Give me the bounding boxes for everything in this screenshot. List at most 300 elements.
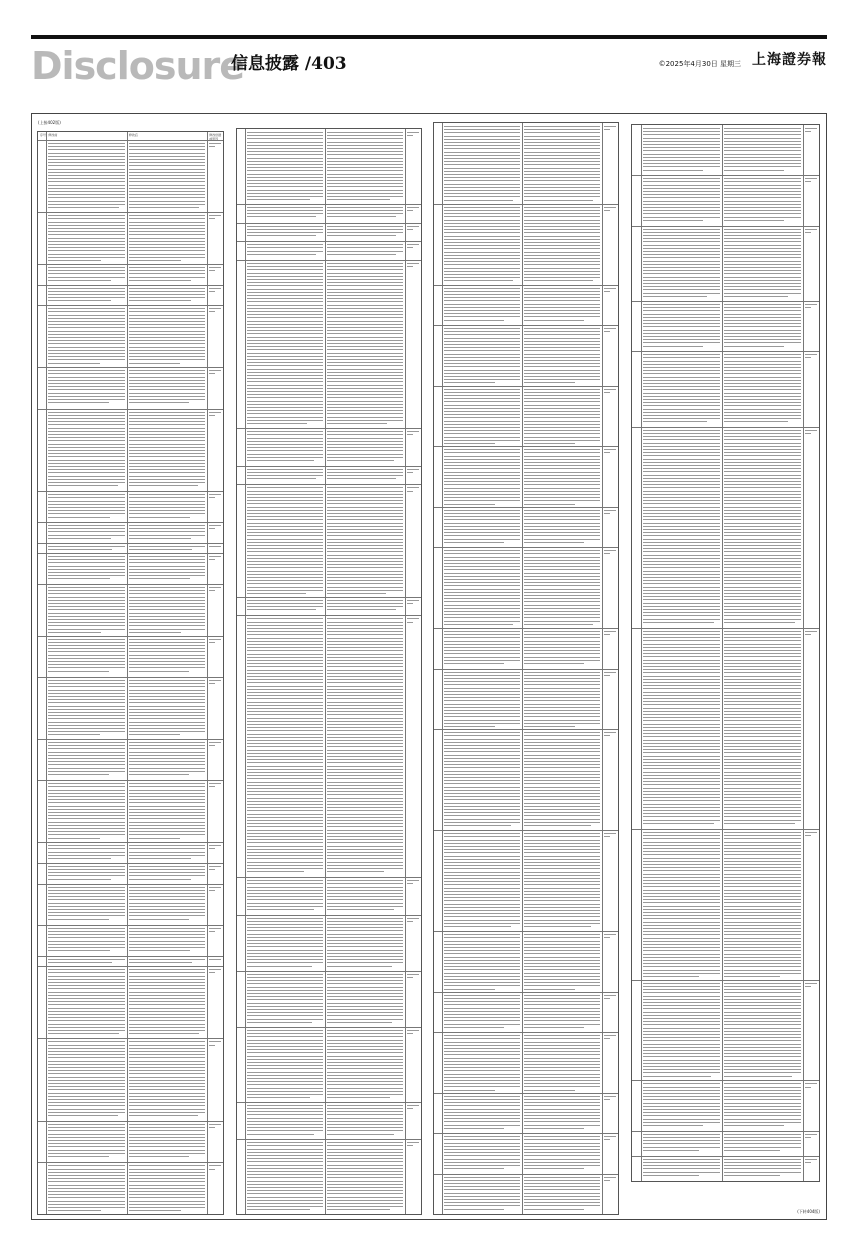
table-cell-text	[442, 1034, 522, 1092]
table-column-2	[236, 128, 422, 1215]
table-cell-text	[405, 879, 423, 913]
table-cell-text	[325, 599, 405, 615]
table-cell-text	[207, 266, 225, 284]
table-cell-text	[46, 638, 126, 676]
table-cell-text	[522, 125, 602, 203]
table-cell-text	[207, 555, 225, 583]
table-cell-text	[245, 1029, 325, 1101]
table-row	[38, 966, 223, 1038]
table-cell-text	[442, 206, 522, 284]
table-cell-text	[207, 214, 225, 263]
comparison-table	[236, 128, 422, 1215]
newspaper-name: 上海證券報	[752, 52, 827, 68]
table-cell-text	[522, 994, 602, 1031]
table-row	[632, 301, 819, 351]
table-row	[434, 1133, 618, 1173]
table-cell-text	[207, 586, 225, 635]
table-cell-text	[602, 630, 620, 667]
table-cell-text	[46, 679, 126, 738]
table-cell-text	[405, 262, 423, 427]
table-cell-text	[442, 994, 522, 1031]
table-cell-text	[207, 493, 225, 521]
table-row	[632, 1156, 819, 1181]
table-cell-text	[127, 411, 207, 491]
table-row	[38, 842, 223, 863]
table-cell-text	[127, 493, 207, 521]
table-cell-text	[722, 228, 803, 300]
table-cell-text	[722, 177, 803, 224]
table-row	[38, 264, 223, 285]
table-cell-text	[127, 555, 207, 583]
table-cell-text	[46, 287, 126, 305]
table-row	[237, 204, 421, 223]
table-cell-text	[722, 303, 803, 350]
table-cell-text	[442, 630, 522, 667]
table-header-cell: 修改依据或原因	[209, 133, 222, 141]
table-cell-text	[803, 982, 821, 1080]
table-cell-text	[325, 243, 405, 259]
table-cell-text	[602, 327, 620, 385]
table-cell-text	[245, 617, 325, 876]
table-column-4	[631, 124, 820, 1182]
table-cell-text	[207, 545, 225, 552]
table-row	[434, 386, 618, 447]
table-cell-text	[602, 1095, 620, 1132]
table-cell-text	[325, 225, 405, 241]
table-cell-text	[207, 307, 225, 366]
table-cell-text	[803, 127, 821, 174]
table-cell-text	[602, 549, 620, 627]
table-header-cell: 修改后	[128, 133, 138, 137]
table-cell-text	[522, 448, 602, 506]
table-cell-text	[522, 327, 602, 385]
table-row	[434, 628, 618, 668]
table-cell-text	[127, 586, 207, 635]
table-cell-text	[522, 671, 602, 729]
table-cell-text	[325, 430, 405, 464]
table-cell-text	[405, 430, 423, 464]
table-cell-text	[46, 307, 126, 366]
table-cell-text	[207, 927, 225, 955]
section-title: 信息披露 /403	[231, 54, 347, 74]
table-cell-text	[405, 1141, 423, 1213]
table-cell-text	[405, 917, 423, 970]
table-cell-text	[127, 968, 207, 1037]
table-cell-text	[207, 1123, 225, 1161]
top-rule	[31, 35, 827, 39]
table-row	[237, 877, 421, 914]
comparison-table	[631, 124, 820, 1182]
table-cell-text	[722, 1158, 803, 1180]
table-cell-text	[442, 287, 522, 324]
table-cell-text	[641, 127, 722, 174]
table-cell-text	[442, 1176, 522, 1213]
table-cell-text	[127, 545, 207, 552]
table-row	[38, 1121, 223, 1162]
table-cell-text	[405, 1104, 423, 1138]
table-cell-text	[405, 599, 423, 615]
table-row	[632, 1080, 819, 1130]
table-cell-text	[522, 933, 602, 991]
table-cell-text	[722, 1082, 803, 1129]
table-cell-text	[442, 1095, 522, 1132]
table-cell-text	[522, 731, 602, 829]
table-row	[38, 584, 223, 636]
table-cell-text	[641, 831, 722, 979]
table-row	[237, 597, 421, 616]
table-cell-text	[46, 886, 126, 924]
table-cell-text	[245, 486, 325, 595]
table-row	[434, 1174, 618, 1214]
table-cell-text	[803, 429, 821, 627]
table-cell-text	[325, 917, 405, 970]
table-cell-text	[405, 225, 423, 241]
table-cell-text	[442, 388, 522, 446]
table-cell-text	[127, 865, 207, 883]
table-cell-text	[405, 131, 423, 203]
table-cell-text	[245, 973, 325, 1026]
table-cell-text	[46, 214, 126, 263]
table-cell-text	[127, 782, 207, 841]
table-cell-text	[522, 1176, 602, 1213]
table-cell-text	[722, 831, 803, 979]
table-row	[237, 260, 421, 428]
table-row	[38, 1162, 223, 1214]
table-cell-text	[46, 266, 126, 284]
table-row	[38, 409, 223, 492]
table-row	[237, 428, 421, 465]
table-row	[38, 925, 223, 956]
table-cell-text	[46, 844, 126, 862]
table-row	[38, 1038, 223, 1121]
table-cell-text	[207, 369, 225, 407]
table-cell-text	[46, 1123, 126, 1161]
continued-from-note: (上接402版)	[38, 120, 61, 125]
table-cell-text	[522, 549, 602, 627]
table-cell-text	[127, 1040, 207, 1120]
table-cell-text	[325, 973, 405, 1026]
table-cell-text	[245, 917, 325, 970]
comparison-table	[433, 122, 619, 1215]
table-cell-text	[207, 844, 225, 862]
table-cell-text	[803, 228, 821, 300]
table-cell-text	[803, 1082, 821, 1129]
table-row	[38, 212, 223, 264]
table-cell-text	[127, 1123, 207, 1161]
table-row	[237, 971, 421, 1027]
table-cell-text	[602, 731, 620, 829]
table-cell-text	[207, 1040, 225, 1120]
table-cell-text	[245, 1141, 325, 1213]
table-cell-text	[245, 225, 325, 241]
table-row	[38, 863, 223, 884]
table-cell-text	[522, 1034, 602, 1092]
table-cell-text	[722, 353, 803, 425]
table-cell-text	[245, 430, 325, 464]
table-cell-text	[127, 287, 207, 305]
table-cell-text	[442, 671, 522, 729]
table-cell-text	[245, 879, 325, 913]
table-row	[237, 129, 421, 204]
table-cell-text	[245, 262, 325, 427]
table-cell-text	[207, 679, 225, 738]
table-cell-text	[127, 638, 207, 676]
table-cell-text	[127, 214, 207, 263]
table-cell-text	[442, 125, 522, 203]
table-cell-text	[46, 586, 126, 635]
masthead	[31, 40, 827, 88]
table-row	[434, 204, 618, 285]
table-row	[632, 351, 819, 426]
table-cell-text	[803, 177, 821, 224]
table-cell-text	[602, 994, 620, 1031]
table-cell-text	[442, 549, 522, 627]
table-cell-text	[602, 509, 620, 546]
brand-wordmark: Disclosure	[31, 44, 245, 88]
table-cell-text	[602, 832, 620, 930]
table-cell-text	[405, 468, 423, 484]
table-cell-text	[602, 287, 620, 324]
table-cell-text	[602, 125, 620, 203]
table-row	[38, 305, 223, 367]
table-row	[237, 484, 421, 596]
table-cell-text	[325, 131, 405, 203]
table-row	[237, 1027, 421, 1102]
table-row	[38, 522, 223, 543]
table-row	[38, 636, 223, 677]
table-cell-text	[207, 287, 225, 305]
table-row	[237, 1139, 421, 1214]
table-cell-text	[325, 468, 405, 484]
table-cell-text	[405, 617, 423, 876]
table-cell-text	[522, 630, 602, 667]
table-cell-text	[207, 886, 225, 924]
table-cell-text	[641, 429, 722, 627]
table-cell-text	[127, 844, 207, 862]
table-cell-text	[722, 1133, 803, 1155]
table-row	[38, 285, 223, 306]
table-row	[237, 1102, 421, 1139]
table-cell-text	[641, 228, 722, 300]
table-cell-text	[46, 142, 126, 211]
table-row	[632, 980, 819, 1081]
table-cell-text	[442, 1135, 522, 1172]
table-cell-text	[442, 327, 522, 385]
table-cell-text	[46, 958, 126, 965]
table-cell-text	[442, 933, 522, 991]
table-cell-text	[803, 1158, 821, 1180]
table-cell-text	[325, 262, 405, 427]
table-cell-text	[722, 982, 803, 1080]
table-cell-text	[641, 1133, 722, 1155]
table-row	[434, 446, 618, 507]
table-column-3	[433, 122, 619, 1215]
table-row	[434, 992, 618, 1032]
table-row	[237, 223, 421, 242]
table-cell-text	[325, 1104, 405, 1138]
table-cell-text	[405, 206, 423, 222]
table-cell-text	[127, 679, 207, 738]
table-row	[237, 466, 421, 485]
table-cell-text	[46, 411, 126, 491]
table-cell-text	[325, 206, 405, 222]
table-cell-text	[442, 509, 522, 546]
table-cell-text	[602, 1135, 620, 1172]
table-row	[434, 1093, 618, 1133]
table-row	[38, 367, 223, 408]
table-cell-text	[127, 741, 207, 779]
table-cell-text	[522, 287, 602, 324]
table-cell-text	[207, 968, 225, 1037]
table-cell-text	[207, 524, 225, 542]
table-row	[632, 829, 819, 980]
table-cell-text	[325, 486, 405, 595]
comparison-table	[37, 131, 224, 1215]
table-cell-text	[325, 1029, 405, 1101]
table-cell-text	[522, 832, 602, 930]
table-cell-text	[641, 177, 722, 224]
table-cell-text	[722, 127, 803, 174]
table-cell-text	[46, 493, 126, 521]
table-row	[434, 669, 618, 730]
table-cell-text	[127, 307, 207, 366]
table-cell-text	[442, 731, 522, 829]
table-cell-text	[405, 973, 423, 1026]
table-cell-text	[522, 206, 602, 284]
table-row	[237, 915, 421, 971]
table-cell-text	[46, 545, 126, 552]
table-cell-text	[127, 142, 207, 211]
table-cell-text	[442, 448, 522, 506]
table-row	[632, 226, 819, 301]
table-row	[237, 615, 421, 877]
table-cell-text	[46, 1040, 126, 1120]
table-cell-text	[602, 1176, 620, 1213]
table-cell-text	[722, 630, 803, 828]
table-cell-text	[641, 353, 722, 425]
table-cell-text	[803, 303, 821, 350]
table-cell-text	[641, 1158, 722, 1180]
table-row	[434, 285, 618, 325]
table-cell-text	[207, 741, 225, 779]
table-row	[38, 553, 223, 584]
table-cell-text	[641, 982, 722, 1080]
table-row	[632, 175, 819, 225]
table-cell-text	[522, 1135, 602, 1172]
table-cell-text	[46, 1164, 126, 1213]
table-cell-text	[602, 388, 620, 446]
table-cell-text	[46, 524, 126, 542]
table-row	[38, 739, 223, 780]
issue-date: ©2025年4月30日 星期三	[658, 60, 741, 68]
table-row	[434, 325, 618, 386]
table-row	[434, 830, 618, 931]
table-cell-text	[46, 782, 126, 841]
table-cell-text	[127, 1164, 207, 1213]
table-column-1	[37, 131, 224, 1215]
table-cell-text	[127, 958, 207, 965]
table-row	[632, 427, 819, 628]
table-cell-text	[207, 782, 225, 841]
table-cell-text	[127, 266, 207, 284]
table-cell-text	[245, 599, 325, 615]
table-cell-text	[602, 671, 620, 729]
table-row	[632, 125, 819, 175]
table-cell-text	[207, 638, 225, 676]
table-row	[38, 491, 223, 522]
table-row	[632, 1131, 819, 1156]
table-row	[38, 884, 223, 925]
table-cell-text	[602, 448, 620, 506]
table-row	[434, 1032, 618, 1093]
table-cell-text	[803, 831, 821, 979]
table-cell-text	[641, 303, 722, 350]
table-cell-text	[522, 1095, 602, 1132]
table-cell-text	[245, 243, 325, 259]
table-cell-text	[207, 1164, 225, 1213]
table-row	[434, 931, 618, 992]
table-row	[38, 140, 223, 212]
table-cell-text	[803, 353, 821, 425]
table-row	[434, 123, 618, 204]
table-row	[38, 956, 223, 966]
table-row	[38, 677, 223, 739]
table-row	[632, 628, 819, 829]
table-cell-text	[245, 131, 325, 203]
table-cell-text	[522, 388, 602, 446]
table-cell-text	[46, 865, 126, 883]
continued-to-note: (下转404版)	[797, 1209, 820, 1214]
table-cell-text	[207, 142, 225, 211]
table-cell-text	[46, 369, 126, 407]
table-cell-text	[207, 411, 225, 491]
table-cell-text	[641, 630, 722, 828]
table-header-cell: 修改前	[48, 133, 58, 137]
table-cell-text	[207, 958, 225, 965]
table-cell-text	[803, 630, 821, 828]
table-cell-text	[325, 1141, 405, 1213]
table-row	[38, 780, 223, 842]
table-cell-text	[127, 369, 207, 407]
table-cell-text	[46, 555, 126, 583]
table-cell-text	[245, 206, 325, 222]
table-row	[434, 547, 618, 628]
table-cell-text	[722, 429, 803, 627]
table-cell-text	[405, 243, 423, 259]
table-cell-text	[641, 1082, 722, 1129]
table-cell-text	[325, 617, 405, 876]
table-cell-text	[46, 741, 126, 779]
table-cell-text	[46, 968, 126, 1037]
table-cell-text	[522, 509, 602, 546]
table-cell-text	[207, 865, 225, 883]
table-cell-text	[127, 927, 207, 955]
table-row	[434, 507, 618, 547]
table-cell-text	[46, 927, 126, 955]
table-cell-text	[127, 524, 207, 542]
table-cell-text	[803, 1133, 821, 1155]
table-cell-text	[602, 933, 620, 991]
table-row	[434, 729, 618, 830]
table-cell-text	[245, 468, 325, 484]
table-cell-text	[602, 206, 620, 284]
table-cell-text	[325, 879, 405, 913]
table-cell-text	[405, 486, 423, 595]
table-row	[237, 241, 421, 260]
table-header-cell: 序号	[40, 133, 47, 137]
table-row	[38, 543, 223, 553]
table-cell-text	[245, 1104, 325, 1138]
